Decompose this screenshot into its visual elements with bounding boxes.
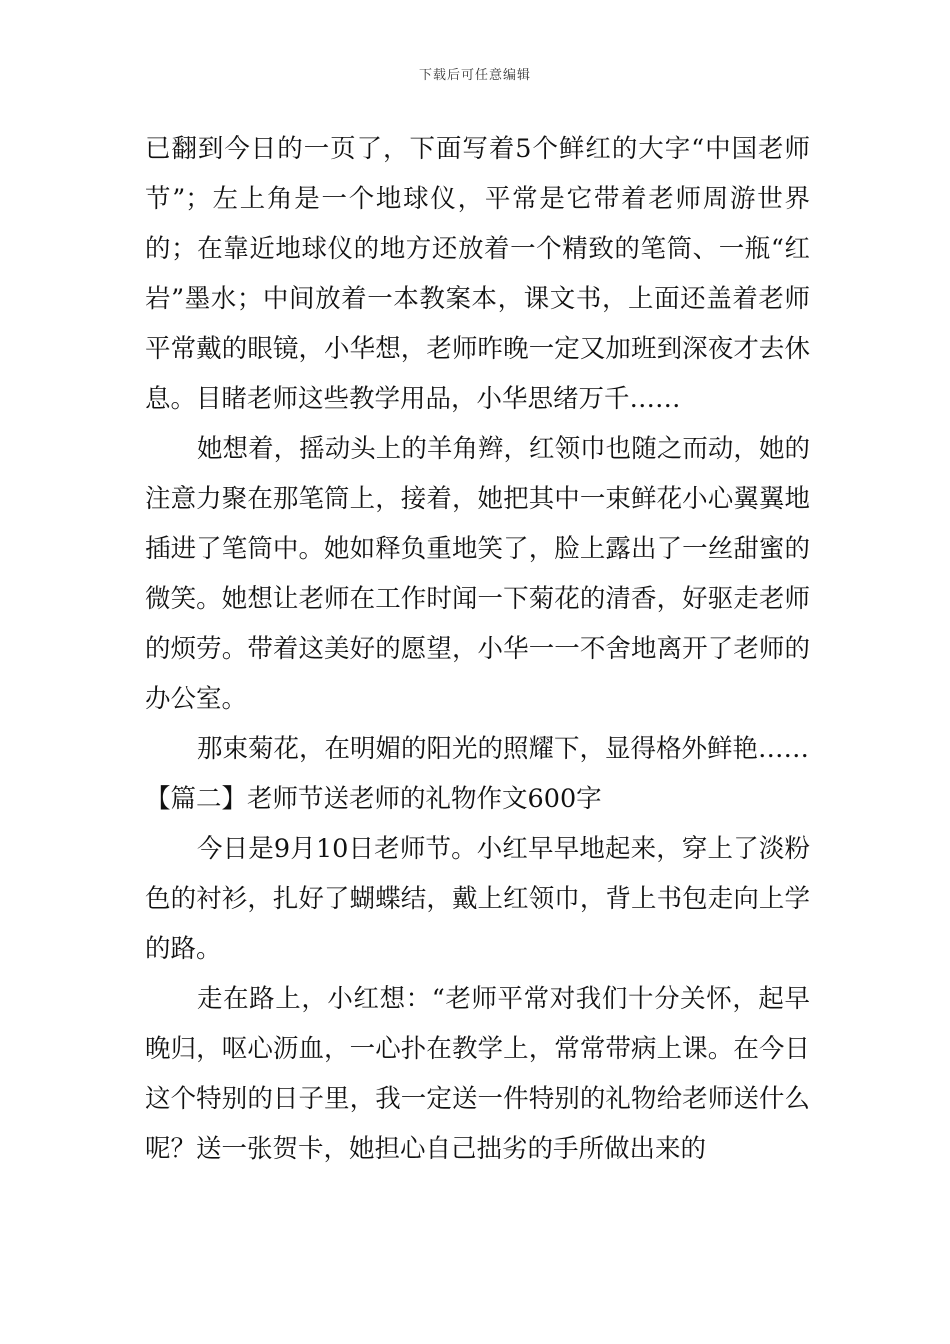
paragraph-1: 已翻到今日的一页了，下面写着5个鲜红的大字“中国老师节”；左上角是一个地球仪，平常是它带着老师周游世界的；在靠近地球仪的地方还放着一个精致的笔筒、一瓶“红岩”墨水；中间放着一本教案本，课文书，上面还盖着老师平常戴的眼镜，小华想，老师昨晚一定又加班到深夜才去休息。目睹老师这些教学用品，小华思绪万千…… [145,134,810,414]
section-heading: 【篇二】老师节送老师的礼物作文600字 [145,784,602,814]
paragraph-3: 那束菊花，在明媚的阳光的照耀下，显得格外鲜艳…… [197,734,810,764]
paragraph-4: 今日是9月10日老师节。小红早早地起来，穿上了淡粉色的衬衫，扎好了蝴蝶结，戴上红领巾，背上书包走向上学的路。 [145,834,810,964]
paragraph-5: 走在路上，小红想：“老师平常对我们十分关怀，起早晚归，呕心沥血，一心扑在教学上，常常带病上课。在今日这个特别的日子里，我一定送一件特别的礼物给老师送什么呢？送一张贺卡，她担心自己拙劣的手所做出来的 [145,984,810,1164]
document-body [145,124,810,1174]
page-header: 下载后可任意编辑 [418,68,531,83]
paragraph-2: 她想着，摇动头上的羊角辫，红领巾也随之而动，她的注意力聚在那笔筒上，接着，她把其中一束鲜花小心翼翼地插进了笔筒中。她如释负重地笑了，脸上露出了一丝甜蜜的微笑。她想让老师在工作时闻一下菊花的清香，好驱走老师的烦劳。带着这美好的愿望，小华一一不舍地离开了老师的办公室。 [145,434,810,714]
